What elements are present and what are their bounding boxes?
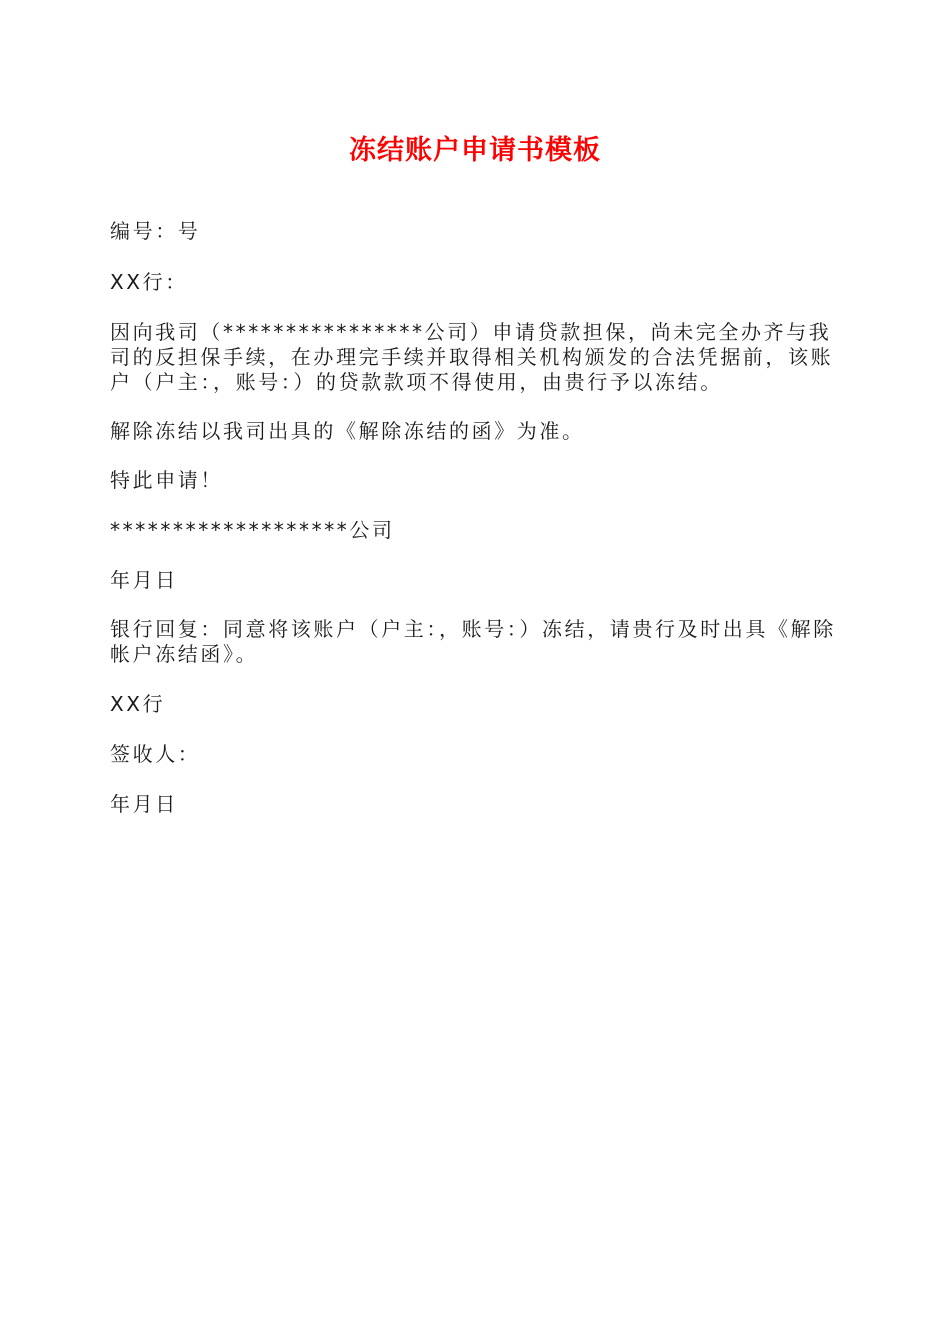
bank-reply-paragraph: 银行回复：同意将该账户（户主：，账号：）冻结，请贵行及时出具《解除帐户冻结函》。	[110, 617, 836, 666]
bank-name-line: XX行	[110, 692, 166, 716]
release-paragraph: 解除冻结以我司出具的《解除冻结的函》为准。	[110, 419, 585, 443]
receiver-label: 签收人：	[110, 742, 201, 766]
closing-line: 特此申请！	[110, 468, 223, 492]
receipt-date: 年月日	[110, 792, 178, 816]
main-paragraph: 因向我司（****************公司）申请贷款担保，尚未完全办齐与我司的反担保手续，在办理完手续并取得相关机构颁发的合法凭据前，该账户（户主：，账号：）的贷款款项不得使用，由贵行予以冻结。	[110, 320, 834, 394]
company-signature: *******************公司	[110, 518, 395, 542]
applicant-date: 年月日	[110, 568, 178, 592]
document-title: 冻结账户申请书模板	[349, 135, 601, 166]
serial-number-line: 编号：号	[110, 219, 201, 243]
addressee-line: XX行：	[110, 270, 188, 294]
